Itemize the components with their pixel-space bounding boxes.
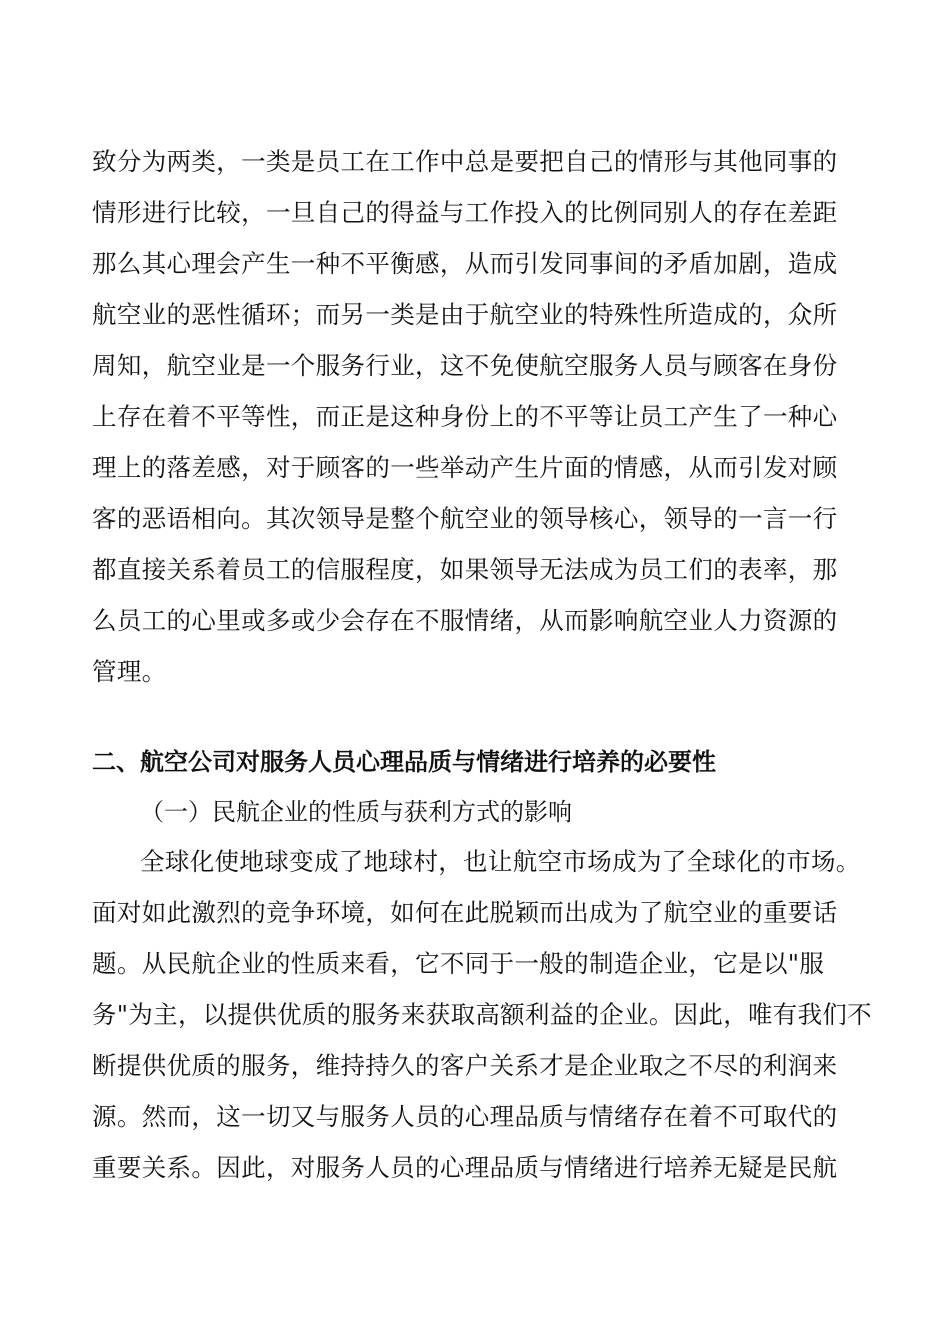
text-line: 客的恶语相向。其次领导是整个航空业的领导核心，领导的一言一行 xyxy=(92,504,838,533)
section-heading: 二、航空公司对服务人员心理品质与情绪进行培养的必要性 xyxy=(92,748,716,776)
text-line: 务"为主，以提供优质的服务来获取高额利益的企业。因此，唯有我们不 xyxy=(92,1000,872,1029)
text-line: 重要关系。因此，对服务人员的心理品质与情绪进行培养无疑是民航 xyxy=(92,1153,838,1182)
text-line: 么员工的心里或多或少会存在不服情绪，从而影响航空业人力资源的 xyxy=(92,606,838,635)
text-line: 都直接关系着员工的信服程度，如果领导无法成为员工们的表率，那 xyxy=(92,555,838,584)
text-line: 上存在着不平等性，而正是这种身份上的不平等让员工产生了一种心 xyxy=(92,402,838,431)
text-line: 情形进行比较，一旦自己的得益与工作投入的比例同别人的存在差距 xyxy=(92,198,838,227)
text-line: 源。然而，这一切又与服务人员的心理品质与情绪存在着不可取代的 xyxy=(92,1102,838,1131)
text-line: 致分为两类，一类是员工在工作中总是要把自己的情形与其他同事的 xyxy=(92,147,838,176)
text-line: 管理。 xyxy=(92,657,167,686)
text-line: 航空业的恶性循环；而另一类是由于航空业的特殊性所造成的，众所 xyxy=(92,300,838,329)
text-line: 理上的落差感，对于顾客的一些举动产生片面的情感，从而引发对顾 xyxy=(92,453,838,482)
section-subheading: （一）民航企业的性质与获利方式的影响 xyxy=(140,798,572,826)
text-line: 面对如此激烈的竞争环境，如何在此脱颖而出成为了航空业的重要话 xyxy=(92,898,838,927)
text-line: 周知，航空业是一个服务行业，这不免使航空服务人员与顾客在身份 xyxy=(92,351,838,380)
text-line: 断提供优质的服务，维持持久的客户关系才是企业取之不尽的利润来 xyxy=(92,1051,838,1080)
text-line: 全球化使地球变成了地球村，也让航空市场成为了全球化的市场。 xyxy=(140,847,861,876)
text-line: 题。从民航企业的性质来看，它不同于一般的制造企业，它是以"服 xyxy=(92,949,825,978)
text-line: 那么其心理会产生一种不平衡感，从而引发同事间的矛盾加剧，造成 xyxy=(92,249,838,278)
